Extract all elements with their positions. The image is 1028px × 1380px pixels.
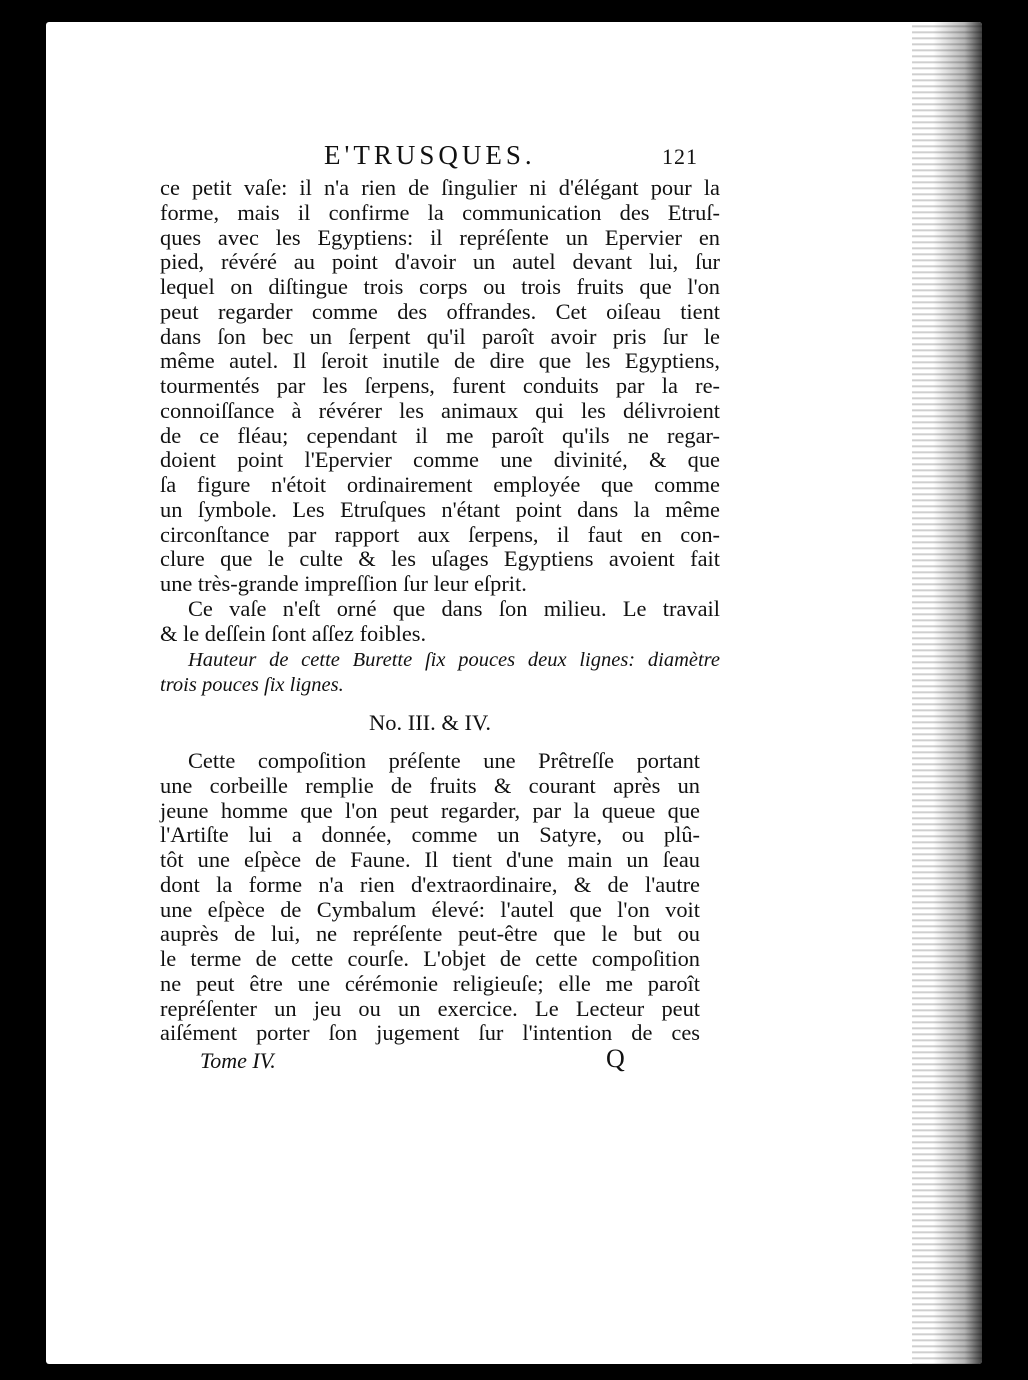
text-line: une eſpèce de Cymbalum élevé: l'autel que l'on voit [160, 896, 700, 922]
paragraph-1 [160, 176, 720, 646]
text-line: l'Artiſte lui a donnée, comme un Satyre, ou plû- [160, 822, 700, 848]
text-line: une très-grande impreſſion ſur leur eſprit. [160, 571, 527, 596]
text-line: connoiſſance à révérer les animaux qui les délivroient [160, 397, 720, 423]
section-heading: No. III. & IV. [368, 710, 492, 735]
text-line: ſa figure n'étoit ordinairement employée que comme [160, 472, 720, 497]
text-line: clure que le culte & les uſages Egyptiens avoient fait [160, 546, 720, 572]
text-line: ce petit vaſe: il n'a rien de ſingulier ni d'élégant pour la [160, 175, 720, 200]
text-line: le terme de cette courſe. L'objet de cette compoſition [160, 946, 700, 971]
text-line: Cette compoſition préſente une Prêtreſſe portant [188, 748, 700, 773]
volume-signature: Tome IV. [200, 1048, 276, 1073]
text-line: & le deſſein ſont aſſez foibles. [160, 620, 427, 646]
text-line: tourmentés par les ſerpens, furent conduits par la re- [160, 373, 720, 398]
text-line: auprès de lui, ne repréſente peut-être que le but ou [160, 921, 700, 947]
caption [160, 648, 720, 698]
text-line: aiſément porter ſon jugement ſur l'intention de ces [160, 1020, 700, 1046]
running-head: E'TRUSQUES. [324, 140, 536, 170]
text-line: ques avec les Egyptiens: il repréſente un Epervier en [160, 224, 720, 250]
text-line: lequel on diſtingue trois corps ou trois fruits que l'on [160, 274, 720, 299]
text-line: repréſenter un jeu ou un exercice. Le Lecteur peut [160, 995, 700, 1021]
text-line: même autel. Il ſeroit inutile de dire que les Egyptiens, [160, 348, 720, 374]
caption-line: trois pouces ſix lignes. [160, 673, 344, 696]
text-line: un ſymbole. Les Etruſques n'étant point dans la même [160, 496, 720, 522]
text-line: forme, mais il confirme la communication des Etruſ- [160, 199, 720, 225]
text-line: ne peut être une cérémonie religieuſe; elle me paroît [160, 970, 700, 996]
signature-mark: Q [606, 1044, 625, 1073]
text-line: tôt une eſpèce de Faune. Il tient d'une main un ſeau [160, 847, 700, 872]
page-sheet [46, 22, 982, 1364]
text-line: dont la forme n'a rien d'extraordinaire, & de l'autre [160, 871, 700, 897]
text-line: jeune homme que l'on peut regarder, par la queue que [160, 797, 700, 823]
text-line: de ce fléau; cependant il me paroît qu'ils ne regar- [160, 422, 720, 448]
paragraph-3 [160, 749, 700, 1046]
text-line: pied, révéré au point d'avoir un autel devant lui, ſur [160, 249, 720, 275]
text-line: circonſtance par rapport aux ſerpens, il faut en con- [160, 521, 720, 547]
page-number: 121 [662, 144, 698, 169]
text-line: dans ſon bec un ſerpent qu'il paroît avoir pris ſur le [160, 323, 720, 349]
text-line: peut regarder comme des offrandes. Cet oiſeau tient [160, 298, 720, 324]
text-line: Ce vaſe n'eſt orné que dans ſon milieu. Le travail [188, 595, 720, 621]
text-line: doient point l'Epervier comme une divinité, & que [160, 447, 720, 473]
scanned-page-edge [912, 22, 982, 1364]
text-line: une corbeille remplie de fruits & courant après un [160, 772, 700, 798]
caption-line: Hauteur de cette Burette ſix pouces deux lignes: diamètre [188, 649, 720, 671]
